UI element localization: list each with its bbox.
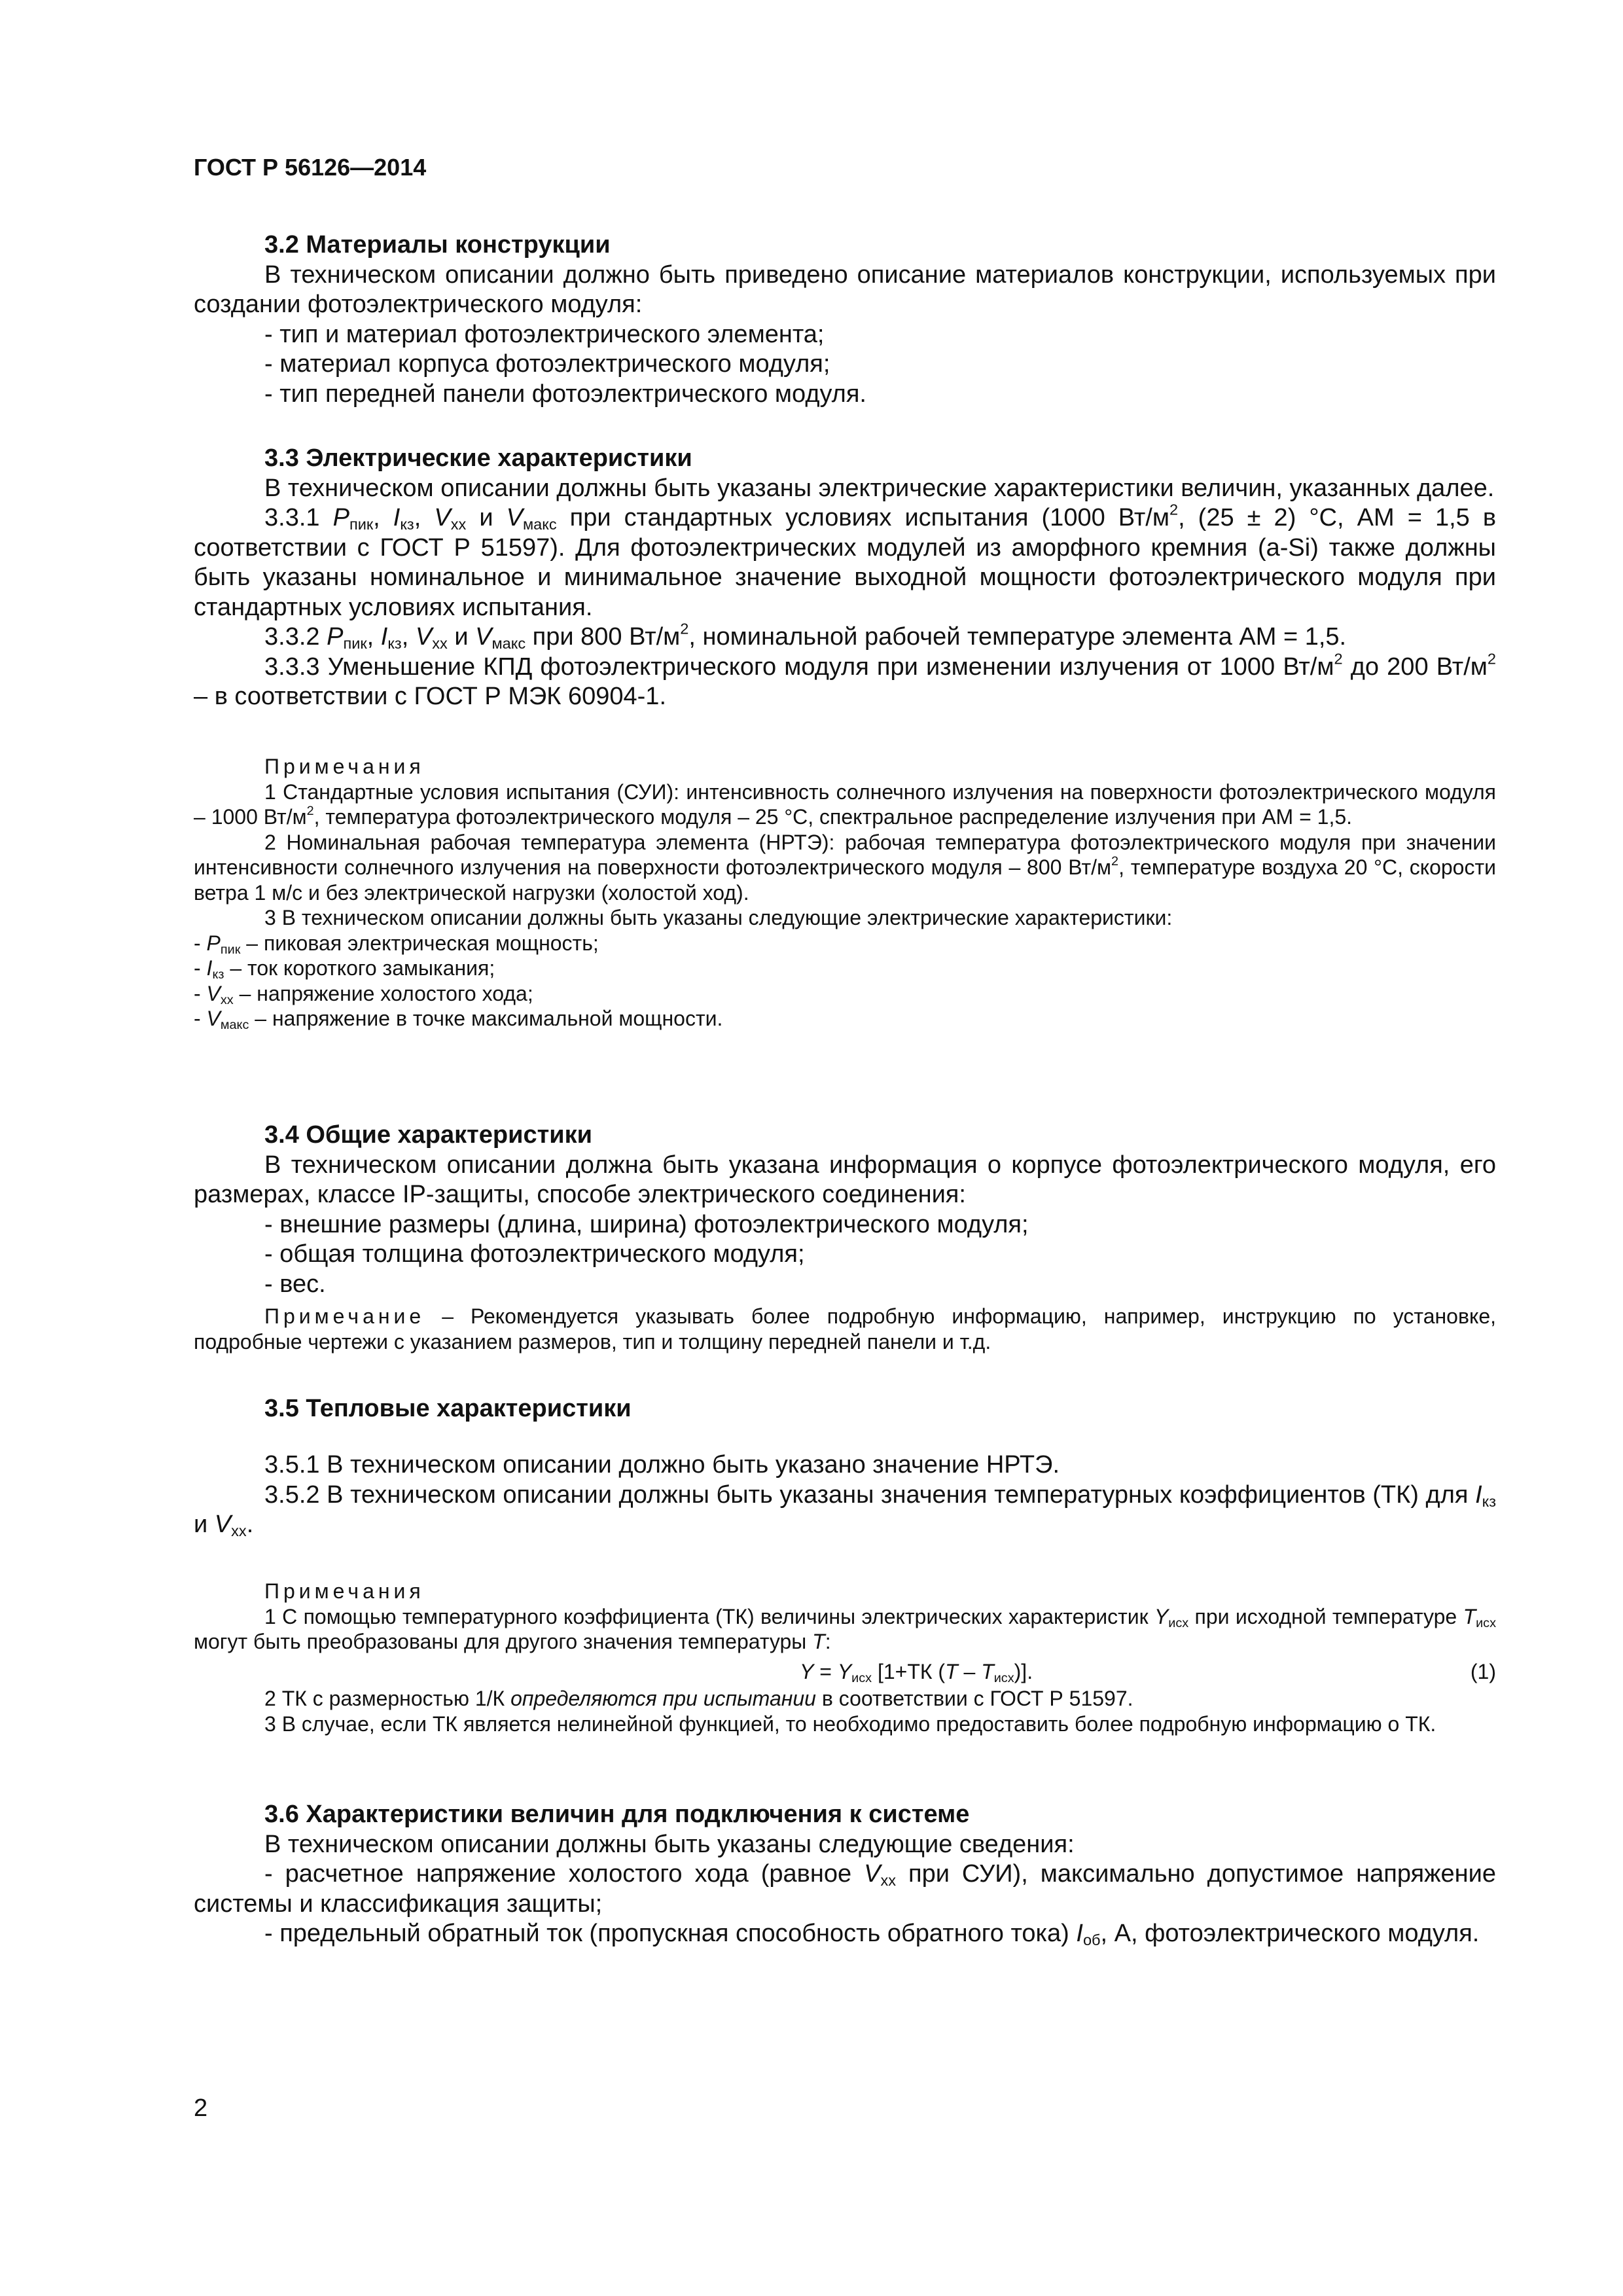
section-3-6: [194, 1800, 1496, 1949]
paragraph: В техническом описании должно быть приведено описание материалов конструкции, используемых при создании фотоэлектрического модуля:: [194, 260, 1496, 318]
notes-3-3: [194, 754, 1496, 1031]
note-3: 3 В случае, если ТК является нелинейной функцией, то необходимо предоставить более подробную информацию о ТК.: [264, 1712, 1436, 1736]
section-3-5: [194, 1450, 1496, 1540]
note-3: 3 В техническом описании должны быть указаны следующие электрические характеристики:: [264, 906, 1173, 929]
notes-label: Примечания: [264, 1579, 425, 1603]
section-title: 3.6 Характеристики величин для подключения к системе: [264, 1801, 970, 1828]
note-1: 1 С помощью температурного коэффициента (ТК) величины электрических характеристик $Y_{исх}$ при исходной температуре $T_{исх}$ могут быть преобразованы для другого значения температуры T:: [194, 1604, 1497, 1653]
definition-item: - $V_{макс}$ – напряжение в точке максимальной мощности.: [194, 1007, 723, 1032]
list-item: - тип передней панели фотоэлектрического модуля.: [264, 380, 866, 408]
section-title: 3.2 Материалы конструкции: [264, 231, 611, 259]
note: Примечание – Рекомендуется указывать более подробную информацию, например, инструкцию по установке, подробные чертежи с указанием размеров, тип и толщину передней панели и т.д.: [194, 1304, 1496, 1354]
paragraph: В техническом описании должны быть указаны электрические характеристики величин, указанных далее.: [264, 474, 1495, 502]
section-3-2: [194, 230, 1496, 409]
section-3-3: [194, 444, 1496, 712]
paragraph-3-3-2: 3.3.2 $P_{пик}$, $I_{кз}$, $V_{хх}$ и $V_{макс}$ при 800 $Вт/м^2$, номинальной рабочей температуре элемента АМ = 1,5.: [264, 620, 1347, 652]
section-3-5-title: [194, 1394, 1496, 1424]
section-title: 3.4 Общие характеристики: [264, 1121, 592, 1149]
paragraph: В техническом описании должна быть указана информация о корпусе фотоэлектрического модуля, его размерах, классе IP-защиты, способе электрического соединения:: [194, 1151, 1496, 1208]
formula-number: (1): [1470, 1660, 1496, 1683]
note-1: 1 Стандартные условия испытания (СУИ): интенсивность солнечного излучения на поверхности фотоэлектрического модуля – 1000 $Вт/м^2$, температура фотоэлектрического модуля – 25 °С, спектральное распределение излучения при АМ = 1,5.: [194, 780, 1496, 829]
definition-item: - $P_{пик}$ – пиковая электрическая мощность;: [194, 931, 599, 957]
paragraph-3-5-2: 3.5.2 В техническом описании должны быть указаны значения температурных коэффициентов (ТК) для $I_{кз}$ и $V_{хх}$.: [194, 1480, 1496, 1539]
list-item: - расчетное напряжение холостого хода (равное $V_{хх}$ при СУИ), максимально допустимое напряжение системы и классификация защиты;: [194, 1860, 1496, 1918]
note-2: 2 Номинальная рабочая температура элемента (НРТЭ): рабочая температура фотоэлектрического модуля при значении интенсивности солнечного излучения на поверхности фотоэлектрического модуля – 800 $Вт/м^2$, температуре воздуха 20 °С, скорости ветра 1 м/с и без электрической нагрузки (холостой ход).: [194, 830, 1497, 905]
list-item: - предельный обратный ток (пропускная способность обратного тока) $I_{об}$, А, фотоэлектрического модуля.: [264, 1920, 1480, 1948]
formula-1: [194, 1659, 1496, 1685]
document-header: ГОСТ Р 56126—2014: [194, 154, 427, 181]
notes-3-5-cont: [194, 1686, 1496, 1736]
definition-item: - $V_{хх}$ – напряжение холостого хода;: [194, 981, 533, 1007]
paragraph-3-3-1: 3.3.1 $P_{пик}$, $I_{кз}$, $V_{хх}$ и $V_{макс}$ при стандартных условиях испытания (1000 $Вт/м^2$, (25 ± 2) °С, АМ = 1,5 в соответствии с ГОСТ Р 51597). Для фотоэлектрических модулей из аморфного кремния (a-Si) также должны быть указаны номинальное и минимальное значение выходной мощности фотоэлектрического модуля при стандартных условиях испытания.: [194, 501, 1497, 621]
section-title: 3.3 Электрические характеристики: [264, 444, 692, 472]
page-number: 2: [194, 2094, 208, 2122]
list-item: - внешние размеры (длина, ширина) фотоэлектрического модуля;: [264, 1210, 1029, 1238]
list-item: - общая толщина фотоэлектрического модуля;: [264, 1240, 805, 1268]
section-title: 3.5 Тепловые характеристики: [264, 1395, 632, 1422]
list-item: - материал корпуса фотоэлектрического модуля;: [264, 350, 830, 378]
paragraph-3-5-1: 3.5.1 В техническом описании должно быть указано значение НРТЭ.: [264, 1451, 1060, 1479]
definition-item: - $I_{кз}$ – ток короткого замыкания;: [194, 956, 495, 982]
list-item: - вес.: [264, 1270, 326, 1298]
paragraph-3-3-3: 3.3.3 Уменьшение КПД фотоэлектрического модуля при изменении излучения от 1000 $Вт/м^2$ до 200 $Вт/м^2$ – в соответствии с ГОСТ Р МЭК 60904-1.: [194, 650, 1496, 710]
paragraph: В техническом описании должны быть указаны следующие сведения:: [264, 1830, 1075, 1858]
note-3-4: [194, 1304, 1496, 1354]
formula: $Y = Y_{исх}$ [1+ТК $(T - T_{исх})$].: [800, 1660, 1033, 1685]
note-2: 2 ТК с размерностью 1/К определяются при испытании в соответствии с ГОСТ Р 51597.: [264, 1687, 1133, 1710]
list-item: - тип и материал фотоэлектрического элемента;: [264, 320, 825, 348]
notes-3-5: [194, 1579, 1496, 1655]
section-3-4: [194, 1121, 1496, 1299]
notes-label: Примечания: [264, 755, 425, 778]
